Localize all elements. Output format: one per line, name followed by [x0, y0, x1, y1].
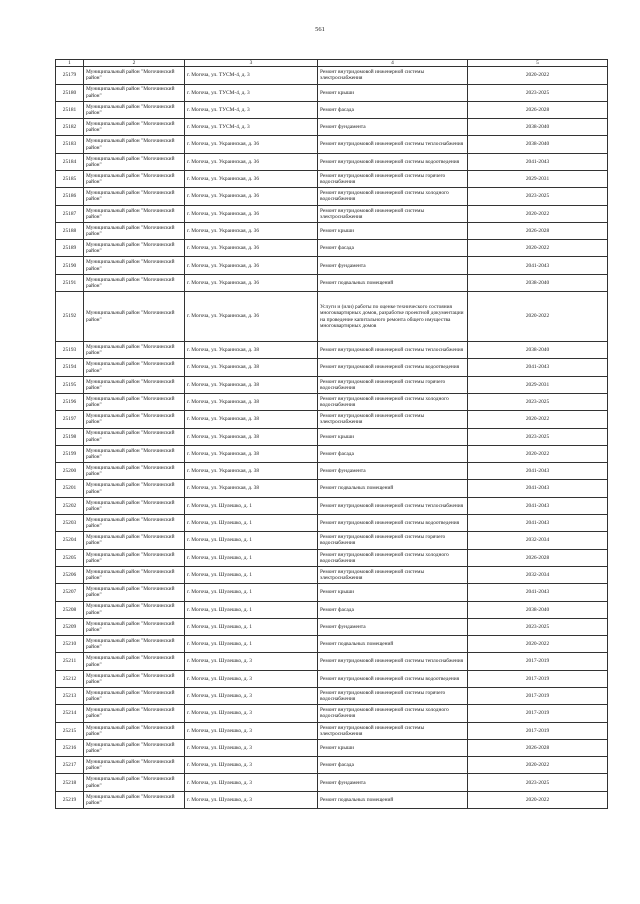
- address-cell: г. Могоча, ул. Шулешко, д. 3: [185, 705, 318, 722]
- work-type-cell: Ремонт внутридомовой инженерной системы электроснабжения: [318, 722, 468, 739]
- row-number-cell: 25215: [56, 722, 84, 739]
- period-cell: 2017-2019: [468, 705, 608, 722]
- period-cell: 2020-2022: [468, 411, 608, 428]
- table-row: [56, 240, 608, 257]
- work-type-cell: Ремонт фасада: [318, 240, 468, 257]
- period-cell: 2041-2043: [468, 463, 608, 480]
- row-number-cell: 25192: [56, 292, 84, 342]
- municipality-cell: Муниципальный район "Могочинский район": [84, 463, 185, 480]
- municipality-cell: Муниципальный район "Могочинский район": [84, 136, 185, 153]
- table-row: [56, 705, 608, 722]
- work-type-cell: Ремонт крыши: [318, 584, 468, 601]
- period-cell: 2026-2028: [468, 101, 608, 118]
- municipality-cell: Муниципальный район "Могочинский район": [84, 497, 185, 514]
- work-type-cell: Ремонт фундамента: [318, 257, 468, 274]
- period-cell: 2017-2019: [468, 688, 608, 705]
- period-cell: 2032-2034: [468, 532, 608, 549]
- municipality-cell: Муниципальный район "Могочинский район": [84, 774, 185, 791]
- address-cell: г. Могоча, ул. Украинская, д. 38: [185, 393, 318, 410]
- municipality-cell: Муниципальный район "Могочинский район": [84, 618, 185, 635]
- row-number-cell: 25181: [56, 101, 84, 118]
- address-cell: г. Могоча, ул. Украинская, д. 36: [185, 205, 318, 222]
- municipality-cell: Муниципальный район "Могочинский район": [84, 67, 185, 84]
- table-row: [56, 722, 608, 739]
- row-number-cell: 25184: [56, 153, 84, 170]
- period-cell: 2020-2022: [468, 791, 608, 808]
- work-type-cell: Ремонт внутридомовой инженерной системы теплоснабжения: [318, 136, 468, 153]
- row-number-cell: 25210: [56, 636, 84, 653]
- work-type-cell: Ремонт внутридомовой инженерной системы горячего водоснабжения: [318, 170, 468, 187]
- address-cell: г. Могоча, ул. Украинская, д. 36: [185, 257, 318, 274]
- address-cell: г. Могоча, ул. Шулешко, д. 1: [185, 618, 318, 635]
- table-row: [56, 411, 608, 428]
- table-row: [56, 601, 608, 618]
- table-row: [56, 515, 608, 532]
- address-cell: г. Могоча, ул. Шулешко, д. 1: [185, 497, 318, 514]
- work-type-cell: Ремонт подвальных помещений: [318, 791, 468, 808]
- municipality-cell: Муниципальный район "Могочинский район": [84, 376, 185, 393]
- period-cell: 2026-2028: [468, 739, 608, 756]
- municipality-cell: Муниципальный район "Могочинский район": [84, 601, 185, 618]
- period-cell: 2020-2022: [468, 445, 608, 462]
- table-row: [56, 170, 608, 187]
- row-number-cell: 25196: [56, 393, 84, 410]
- period-cell: 2032-2034: [468, 566, 608, 583]
- table-row: [56, 376, 608, 393]
- municipality-cell: Муниципальный район "Могочинский район": [84, 688, 185, 705]
- work-type-cell: Ремонт фасада: [318, 757, 468, 774]
- municipality-cell: Муниципальный район "Могочинский район": [84, 549, 185, 566]
- row-number-cell: 25200: [56, 463, 84, 480]
- period-cell: 2020-2022: [468, 67, 608, 84]
- work-type-cell: Услуги и (или) работы по оценке технического состояния многоквартирных домов, разработке проектной документации на проведение капитального ремонта общего имущества многоквартирных домов: [318, 292, 468, 342]
- municipality-cell: Муниципальный район "Могочинский район": [84, 411, 185, 428]
- municipality-cell: Муниципальный район "Могочинский район": [84, 257, 185, 274]
- period-cell: 2017-2019: [468, 653, 608, 670]
- row-number-cell: 25213: [56, 688, 84, 705]
- period-cell: 2023-2025: [468, 618, 608, 635]
- address-cell: г. Могоча, ул. Шулешко, д. 1: [185, 601, 318, 618]
- work-type-cell: Ремонт фундамента: [318, 119, 468, 136]
- row-number-cell: 25197: [56, 411, 84, 428]
- table-row: [56, 188, 608, 205]
- table-row: [56, 274, 608, 291]
- row-number-cell: 25187: [56, 205, 84, 222]
- row-number-cell: 25206: [56, 566, 84, 583]
- table-row: [56, 739, 608, 756]
- row-number-cell: 25199: [56, 445, 84, 462]
- work-type-cell: Ремонт внутридомовой инженерной системы холодного водоснабжения: [318, 705, 468, 722]
- row-number-cell: 25219: [56, 791, 84, 808]
- work-type-cell: Ремонт внутридомовой инженерной системы электроснабжения: [318, 205, 468, 222]
- row-number-cell: 25205: [56, 549, 84, 566]
- address-cell: г. Могоча, ул. Шулешко, д. 3: [185, 739, 318, 756]
- row-number-cell: 25189: [56, 240, 84, 257]
- row-number-cell: 25180: [56, 84, 84, 101]
- table-row: [56, 393, 608, 410]
- work-type-cell: Ремонт внутридомовой инженерной системы горячего водоснабжения: [318, 688, 468, 705]
- period-cell: 2020-2022: [468, 757, 608, 774]
- work-type-cell: Ремонт фасада: [318, 101, 468, 118]
- period-cell: 2023-2025: [468, 188, 608, 205]
- row-number-cell: 25194: [56, 359, 84, 376]
- municipality-cell: Муниципальный район "Могочинский район": [84, 393, 185, 410]
- address-cell: г. Могоча, ул. Украинская, д. 38: [185, 359, 318, 376]
- period-cell: 2020-2022: [468, 240, 608, 257]
- row-number-cell: 25217: [56, 757, 84, 774]
- address-cell: г. Могоча, ул. Украинская, д. 38: [185, 463, 318, 480]
- work-type-cell: Ремонт крыши: [318, 739, 468, 756]
- table-row: [56, 222, 608, 239]
- address-cell: г. Могоча, ул. Шулешко, д. 3: [185, 688, 318, 705]
- row-number-cell: 25188: [56, 222, 84, 239]
- address-cell: г. Могоча, ул. ТУСМ-4, д. 3: [185, 101, 318, 118]
- table-row: [56, 480, 608, 497]
- address-cell: г. Могоча, ул. Шулешко, д. 3: [185, 757, 318, 774]
- address-cell: г. Могоча, ул. Украинская, д. 36: [185, 136, 318, 153]
- municipality-cell: Муниципальный район "Могочинский район": [84, 170, 185, 187]
- work-type-cell: Ремонт подвальных помещений: [318, 636, 468, 653]
- row-number-cell: 25193: [56, 342, 84, 359]
- municipality-cell: Муниципальный район "Могочинский район": [84, 101, 185, 118]
- table-row: [56, 688, 608, 705]
- row-number-cell: 25201: [56, 480, 84, 497]
- row-number-cell: 25191: [56, 274, 84, 291]
- period-cell: 2041-2043: [468, 257, 608, 274]
- table-row: [56, 428, 608, 445]
- table-row: [56, 463, 608, 480]
- row-number-cell: 25186: [56, 188, 84, 205]
- address-cell: г. Могоча, ул. Украинская, д. 38: [185, 428, 318, 445]
- row-number-cell: 25214: [56, 705, 84, 722]
- municipality-cell: Муниципальный район "Могочинский район": [84, 119, 185, 136]
- table-body: [56, 60, 608, 809]
- municipality-cell: Муниципальный район "Могочинский район": [84, 532, 185, 549]
- work-type-cell: Ремонт внутридомовой инженерной системы электроснабжения: [318, 566, 468, 583]
- row-number-cell: 25216: [56, 739, 84, 756]
- column-number: 3: [185, 60, 318, 67]
- row-number-cell: 25207: [56, 584, 84, 601]
- table-row: [56, 497, 608, 514]
- address-cell: г. Могоча, ул. Украинская, д. 38: [185, 376, 318, 393]
- address-cell: г. Могоча, ул. Украинская, д. 38: [185, 342, 318, 359]
- municipality-cell: Муниципальный район "Могочинский район": [84, 205, 185, 222]
- period-cell: 2023-2025: [468, 428, 608, 445]
- period-cell: 2038-2040: [468, 342, 608, 359]
- work-type-cell: Ремонт внутридомовой инженерной системы теплоснабжения: [318, 497, 468, 514]
- work-type-cell: Ремонт подвальных помещений: [318, 274, 468, 291]
- work-type-cell: Ремонт внутридомовой инженерной системы водоотведения: [318, 670, 468, 687]
- work-type-cell: Ремонт внутридомовой инженерной системы электроснабжения: [318, 67, 468, 84]
- period-cell: 2023-2025: [468, 774, 608, 791]
- address-cell: г. Могоча, ул. Украинская, д. 36: [185, 274, 318, 291]
- municipality-cell: Муниципальный район "Могочинский район": [84, 188, 185, 205]
- period-cell: 2029-2031: [468, 376, 608, 393]
- table-row: [56, 757, 608, 774]
- municipality-cell: Муниципальный район "Могочинский район": [84, 739, 185, 756]
- municipality-cell: Муниципальный район "Могочинский район": [84, 84, 185, 101]
- table-row: [56, 205, 608, 222]
- period-cell: 2041-2043: [468, 584, 608, 601]
- period-cell: 2041-2043: [468, 515, 608, 532]
- municipality-cell: Муниципальный район "Могочинский район": [84, 240, 185, 257]
- address-cell: г. Могоча, ул. Украинская, д. 38: [185, 411, 318, 428]
- column-number: 1: [56, 60, 84, 67]
- work-type-cell: Ремонт фундамента: [318, 774, 468, 791]
- page-number: 561: [315, 26, 325, 33]
- address-cell: г. Могоча, ул. Шулешко, д. 3: [185, 791, 318, 808]
- table-row: [56, 359, 608, 376]
- municipality-cell: Муниципальный район "Могочинский район": [84, 584, 185, 601]
- row-number-cell: 25218: [56, 774, 84, 791]
- municipality-cell: Муниципальный район "Могочинский район": [84, 722, 185, 739]
- row-number-cell: 25185: [56, 170, 84, 187]
- row-number-cell: 25204: [56, 532, 84, 549]
- row-number-cell: 25195: [56, 376, 84, 393]
- municipality-cell: Муниципальный район "Могочинский район": [84, 653, 185, 670]
- address-cell: г. Могоча, ул. Украинская, д. 38: [185, 480, 318, 497]
- column-number: 2: [84, 60, 185, 67]
- table-row: [56, 636, 608, 653]
- address-cell: г. Могоча, ул. Шулешко, д. 1: [185, 566, 318, 583]
- work-type-cell: Ремонт внутридомовой инженерной системы горячего водоснабжения: [318, 532, 468, 549]
- work-type-cell: Ремонт фундамента: [318, 463, 468, 480]
- period-cell: 2026-2028: [468, 549, 608, 566]
- row-number-cell: 25183: [56, 136, 84, 153]
- work-type-cell: Ремонт крыши: [318, 222, 468, 239]
- address-cell: г. Могоча, ул. Украинская, д. 38: [185, 445, 318, 462]
- municipality-cell: Муниципальный район "Могочинский район": [84, 757, 185, 774]
- row-number-cell: 25179: [56, 67, 84, 84]
- table-row: [56, 653, 608, 670]
- address-cell: г. Могоча, ул. Украинская, д. 36: [185, 188, 318, 205]
- address-cell: г. Могоча, ул. Шулешко, д. 3: [185, 670, 318, 687]
- period-cell: 2038-2040: [468, 601, 608, 618]
- period-cell: 2038-2040: [468, 274, 608, 291]
- table-row: [56, 670, 608, 687]
- column-number: 4: [318, 60, 468, 67]
- table-row: [56, 549, 608, 566]
- table-row: [56, 566, 608, 583]
- table-row: [56, 136, 608, 153]
- period-cell: 2026-2028: [468, 222, 608, 239]
- period-cell: 2038-2040: [468, 119, 608, 136]
- period-cell: 2041-2043: [468, 359, 608, 376]
- row-number-cell: 25202: [56, 497, 84, 514]
- period-cell: 2023-2025: [468, 84, 608, 101]
- period-cell: 2041-2043: [468, 153, 608, 170]
- period-cell: 2020-2022: [468, 292, 608, 342]
- table-row: [56, 445, 608, 462]
- municipality-cell: Муниципальный район "Могочинский район": [84, 342, 185, 359]
- work-type-cell: Ремонт внутридомовой инженерной системы водоотведения: [318, 515, 468, 532]
- work-type-cell: Ремонт внутридомовой инженерной системы горячего водоснабжения: [318, 376, 468, 393]
- period-cell: 2020-2022: [468, 205, 608, 222]
- table-row: [56, 292, 608, 342]
- work-type-cell: Ремонт фасада: [318, 445, 468, 462]
- work-type-cell: Ремонт подвальных помещений: [318, 480, 468, 497]
- work-type-cell: Ремонт внутридомовой инженерной системы электроснабжения: [318, 411, 468, 428]
- period-cell: 2023-2025: [468, 393, 608, 410]
- municipality-cell: Муниципальный район "Могочинский район": [84, 292, 185, 342]
- table-row: [56, 257, 608, 274]
- address-cell: г. Могоча, ул. Шулешко, д. 1: [185, 515, 318, 532]
- address-cell: г. Могоча, ул. Украинская, д. 36: [185, 222, 318, 239]
- work-type-cell: Ремонт внутридомовой инженерной системы теплоснабжения: [318, 653, 468, 670]
- address-cell: г. Могоча, ул. ТУСМ-4, д. 3: [185, 67, 318, 84]
- period-cell: 2017-2019: [468, 670, 608, 687]
- table-row: [56, 119, 608, 136]
- table-row: [56, 101, 608, 118]
- work-type-cell: Ремонт крыши: [318, 428, 468, 445]
- address-cell: г. Могоча, ул. Шулешко, д. 1: [185, 549, 318, 566]
- municipality-cell: Муниципальный район "Могочинский район": [84, 515, 185, 532]
- row-number-cell: 25190: [56, 257, 84, 274]
- table-row: [56, 153, 608, 170]
- row-number-cell: 25212: [56, 670, 84, 687]
- period-cell: 2038-2040: [468, 136, 608, 153]
- row-number-cell: 25208: [56, 601, 84, 618]
- work-type-cell: Ремонт внутридомовой инженерной системы холодного водоснабжения: [318, 393, 468, 410]
- table-row: [56, 791, 608, 808]
- municipality-cell: Муниципальный район "Могочинский район": [84, 705, 185, 722]
- municipality-cell: Муниципальный район "Могочинский район": [84, 670, 185, 687]
- address-cell: г. Могоча, ул. ТУСМ-4, д. 3: [185, 84, 318, 101]
- row-number-cell: 25203: [56, 515, 84, 532]
- period-cell: 2017-2019: [468, 722, 608, 739]
- table-row: [56, 342, 608, 359]
- address-cell: г. Могоча, ул. Шулешко, д. 1: [185, 636, 318, 653]
- municipality-cell: Муниципальный район "Могочинский район": [84, 222, 185, 239]
- capital-repair-table: [55, 59, 608, 809]
- address-cell: г. Могоча, ул. Шулешко, д. 1: [185, 532, 318, 549]
- row-number-cell: 25211: [56, 653, 84, 670]
- row-number-cell: 25182: [56, 119, 84, 136]
- table-row: [56, 618, 608, 635]
- table-row: [56, 84, 608, 101]
- row-number-cell: 25209: [56, 618, 84, 635]
- column-number: 5: [468, 60, 608, 67]
- address-cell: г. Могоча, ул. Шулешко, д. 3: [185, 722, 318, 739]
- work-type-cell: Ремонт внутридомовой инженерной системы водоотведения: [318, 359, 468, 376]
- table-row: [56, 532, 608, 549]
- row-number-cell: 25198: [56, 428, 84, 445]
- municipality-cell: Муниципальный район "Могочинский район": [84, 480, 185, 497]
- period-cell: 2041-2043: [468, 497, 608, 514]
- municipality-cell: Муниципальный район "Могочинский район": [84, 153, 185, 170]
- work-type-cell: Ремонт внутридомовой инженерной системы холодного водоснабжения: [318, 188, 468, 205]
- table-row: [56, 774, 608, 791]
- column-number-row: [56, 60, 608, 67]
- address-cell: г. Могоча, ул. Украинская, д. 36: [185, 170, 318, 187]
- work-type-cell: Ремонт фундамента: [318, 618, 468, 635]
- municipality-cell: Муниципальный район "Могочинский район": [84, 428, 185, 445]
- work-type-cell: Ремонт крыши: [318, 84, 468, 101]
- table-row: [56, 67, 608, 84]
- address-cell: г. Могоча, ул. ТУСМ-4, д. 3: [185, 119, 318, 136]
- municipality-cell: Муниципальный район "Могочинский район": [84, 566, 185, 583]
- period-cell: 2020-2022: [468, 636, 608, 653]
- period-cell: 2029-2031: [468, 170, 608, 187]
- municipality-cell: Муниципальный район "Могочинский район": [84, 791, 185, 808]
- address-cell: г. Могоча, ул. Украинская, д. 36: [185, 292, 318, 342]
- work-type-cell: Ремонт внутридомовой инженерной системы холодного водоснабжения: [318, 549, 468, 566]
- work-type-cell: Ремонт фасада: [318, 601, 468, 618]
- period-cell: 2041-2043: [468, 480, 608, 497]
- municipality-cell: Муниципальный район "Могочинский район": [84, 445, 185, 462]
- municipality-cell: Муниципальный район "Могочинский район": [84, 636, 185, 653]
- work-type-cell: Ремонт внутридомовой инженерной системы теплоснабжения: [318, 342, 468, 359]
- table-row: [56, 584, 608, 601]
- work-type-cell: Ремонт внутридомовой инженерной системы водоотведения: [318, 153, 468, 170]
- address-cell: г. Могоча, ул. Шулешко, д. 3: [185, 774, 318, 791]
- municipality-cell: Муниципальный район "Могочинский район": [84, 274, 185, 291]
- municipality-cell: Муниципальный район "Могочинский район": [84, 359, 185, 376]
- address-cell: г. Могоча, ул. Шулешко, д. 1: [185, 584, 318, 601]
- address-cell: г. Могоча, ул. Шулешко, д. 3: [185, 653, 318, 670]
- address-cell: г. Могоча, ул. Украинская, д. 36: [185, 153, 318, 170]
- address-cell: г. Могоча, ул. Украинская, д. 36: [185, 240, 318, 257]
